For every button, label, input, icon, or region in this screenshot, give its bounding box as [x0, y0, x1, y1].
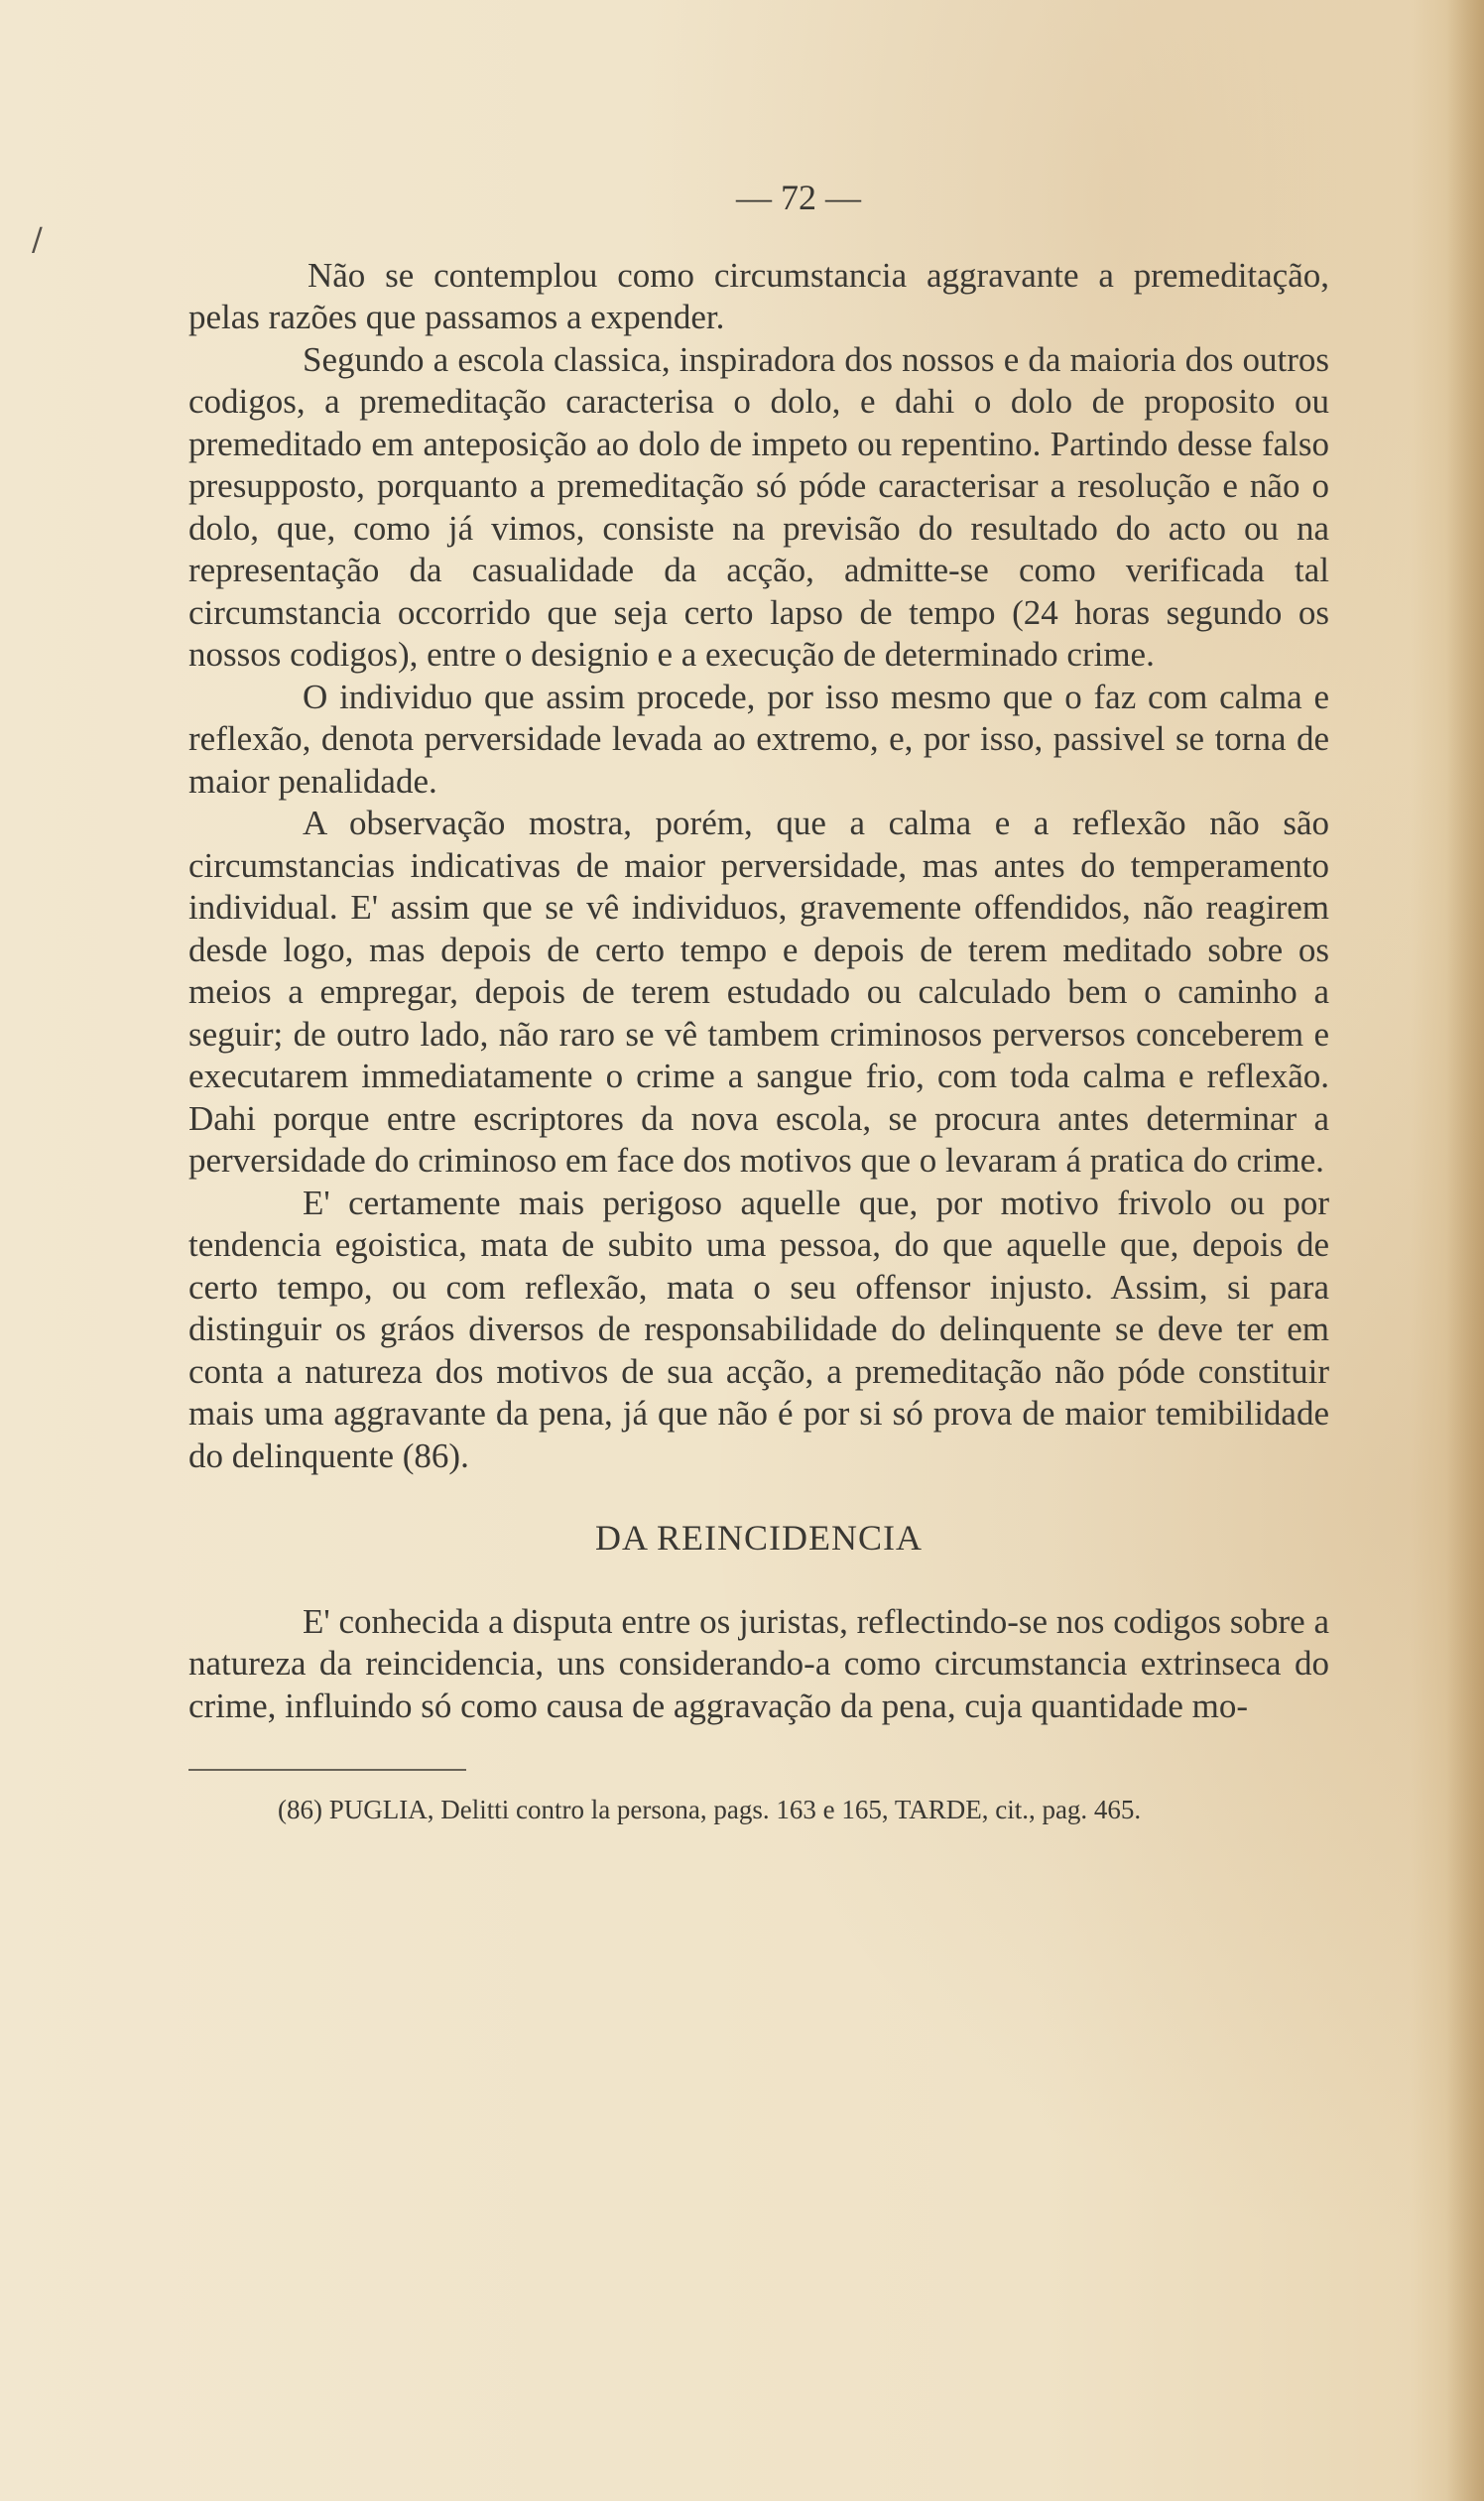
- footnote-divider: [188, 1769, 466, 1771]
- paragraph-3: O individuo que assim procede, por isso mesmo que o faz com calma e reflexão, denota perversidade levada ao extremo, e, por isso, passivel se torna de maior penalidade.: [188, 677, 1329, 801]
- section-paragraph-1: E' conhecida a disputa entre os juristas, reflectindo-se nos codigos sobre a natureza da reincidencia, uns considerando-a como circumstancia extrinseca do crime, influindo só como causa de aggravação da pena, cuja quantidade mo-: [188, 1601, 1329, 1725]
- paragraph-2: Segundo a escola classica, inspiradora dos nossos e da maioria dos outros codigos, a premeditação caracterisa o dolo, e dahi o dolo de proposito ou premeditado em anteposição ao dolo de impeto ou repentino. Partindo desse falso presupposto, porquanto a premeditação só póde caracterisar a resolução e não o dolo, que, como já vimos, consiste na previsão do resultado do acto ou na representação da casualidade da acção, admitte-se como verificada tal circumstancia occorrido que seja certo lapso de tempo (24 horas segundo os nossos codigos), entre o designio e a execução de determinado crime.: [188, 339, 1329, 674]
- page-text: [188, 177, 1329, 1828]
- paragraph-5: E' certamente mais perigoso aquelle que, por motivo frivolo ou por tendencia egoistica, mata de subito uma pessoa, do que aquelle que, depois de certo tempo, ou com reflexão, mata o seu offensor injusto. Assim, si para distinguir os gráos diversos de responsabilidade do delinquente se deve ter em conta a natureza dos motivos de sua acção, a premeditação não póde constituir mais uma aggravante da pena, já que não é por si só prova de maior temibilidade do delinquente (86).: [188, 1183, 1329, 1475]
- paragraph-1: Não se contemplou como circumstancia aggravante a premeditação, pelas razões que passamos a expender.: [188, 255, 1329, 336]
- page-number: — 72 —: [736, 178, 861, 217]
- paragraph-4: A observação mostra, porém, que a calma e a reflexão não são circumstancias indicativas de maior perversidade, mas antes do temperamento individual. E' assim que se vê individuos, gravemente offendidos, não reagirem desde logo, mas depois de certo tempo e depois de terem meditado sobre os meios a empregar, depois de terem estudado ou calculado bem o caminho a seguir; de outro lado, não raro se vê tambem criminosos perversos conceberem e executarem immediatamente o crime a sangue frio, com toda calma e reflexão. Dahi porque entre escriptores da nova escola, se procura antes determinar a perversidade do criminoso em face dos motivos que o levaram á pratica do crime.: [188, 804, 1329, 1180]
- footnote: (86) PUGLIA, Delitti contro la persona, pags. 163 e 165, TARDE, cit., pag. 465.: [278, 1795, 1142, 1824]
- margin-mark: /: [32, 220, 43, 258]
- section-title: DA REINCIDENCIA: [595, 1518, 923, 1558]
- page-edge-shadow: [1446, 0, 1484, 2501]
